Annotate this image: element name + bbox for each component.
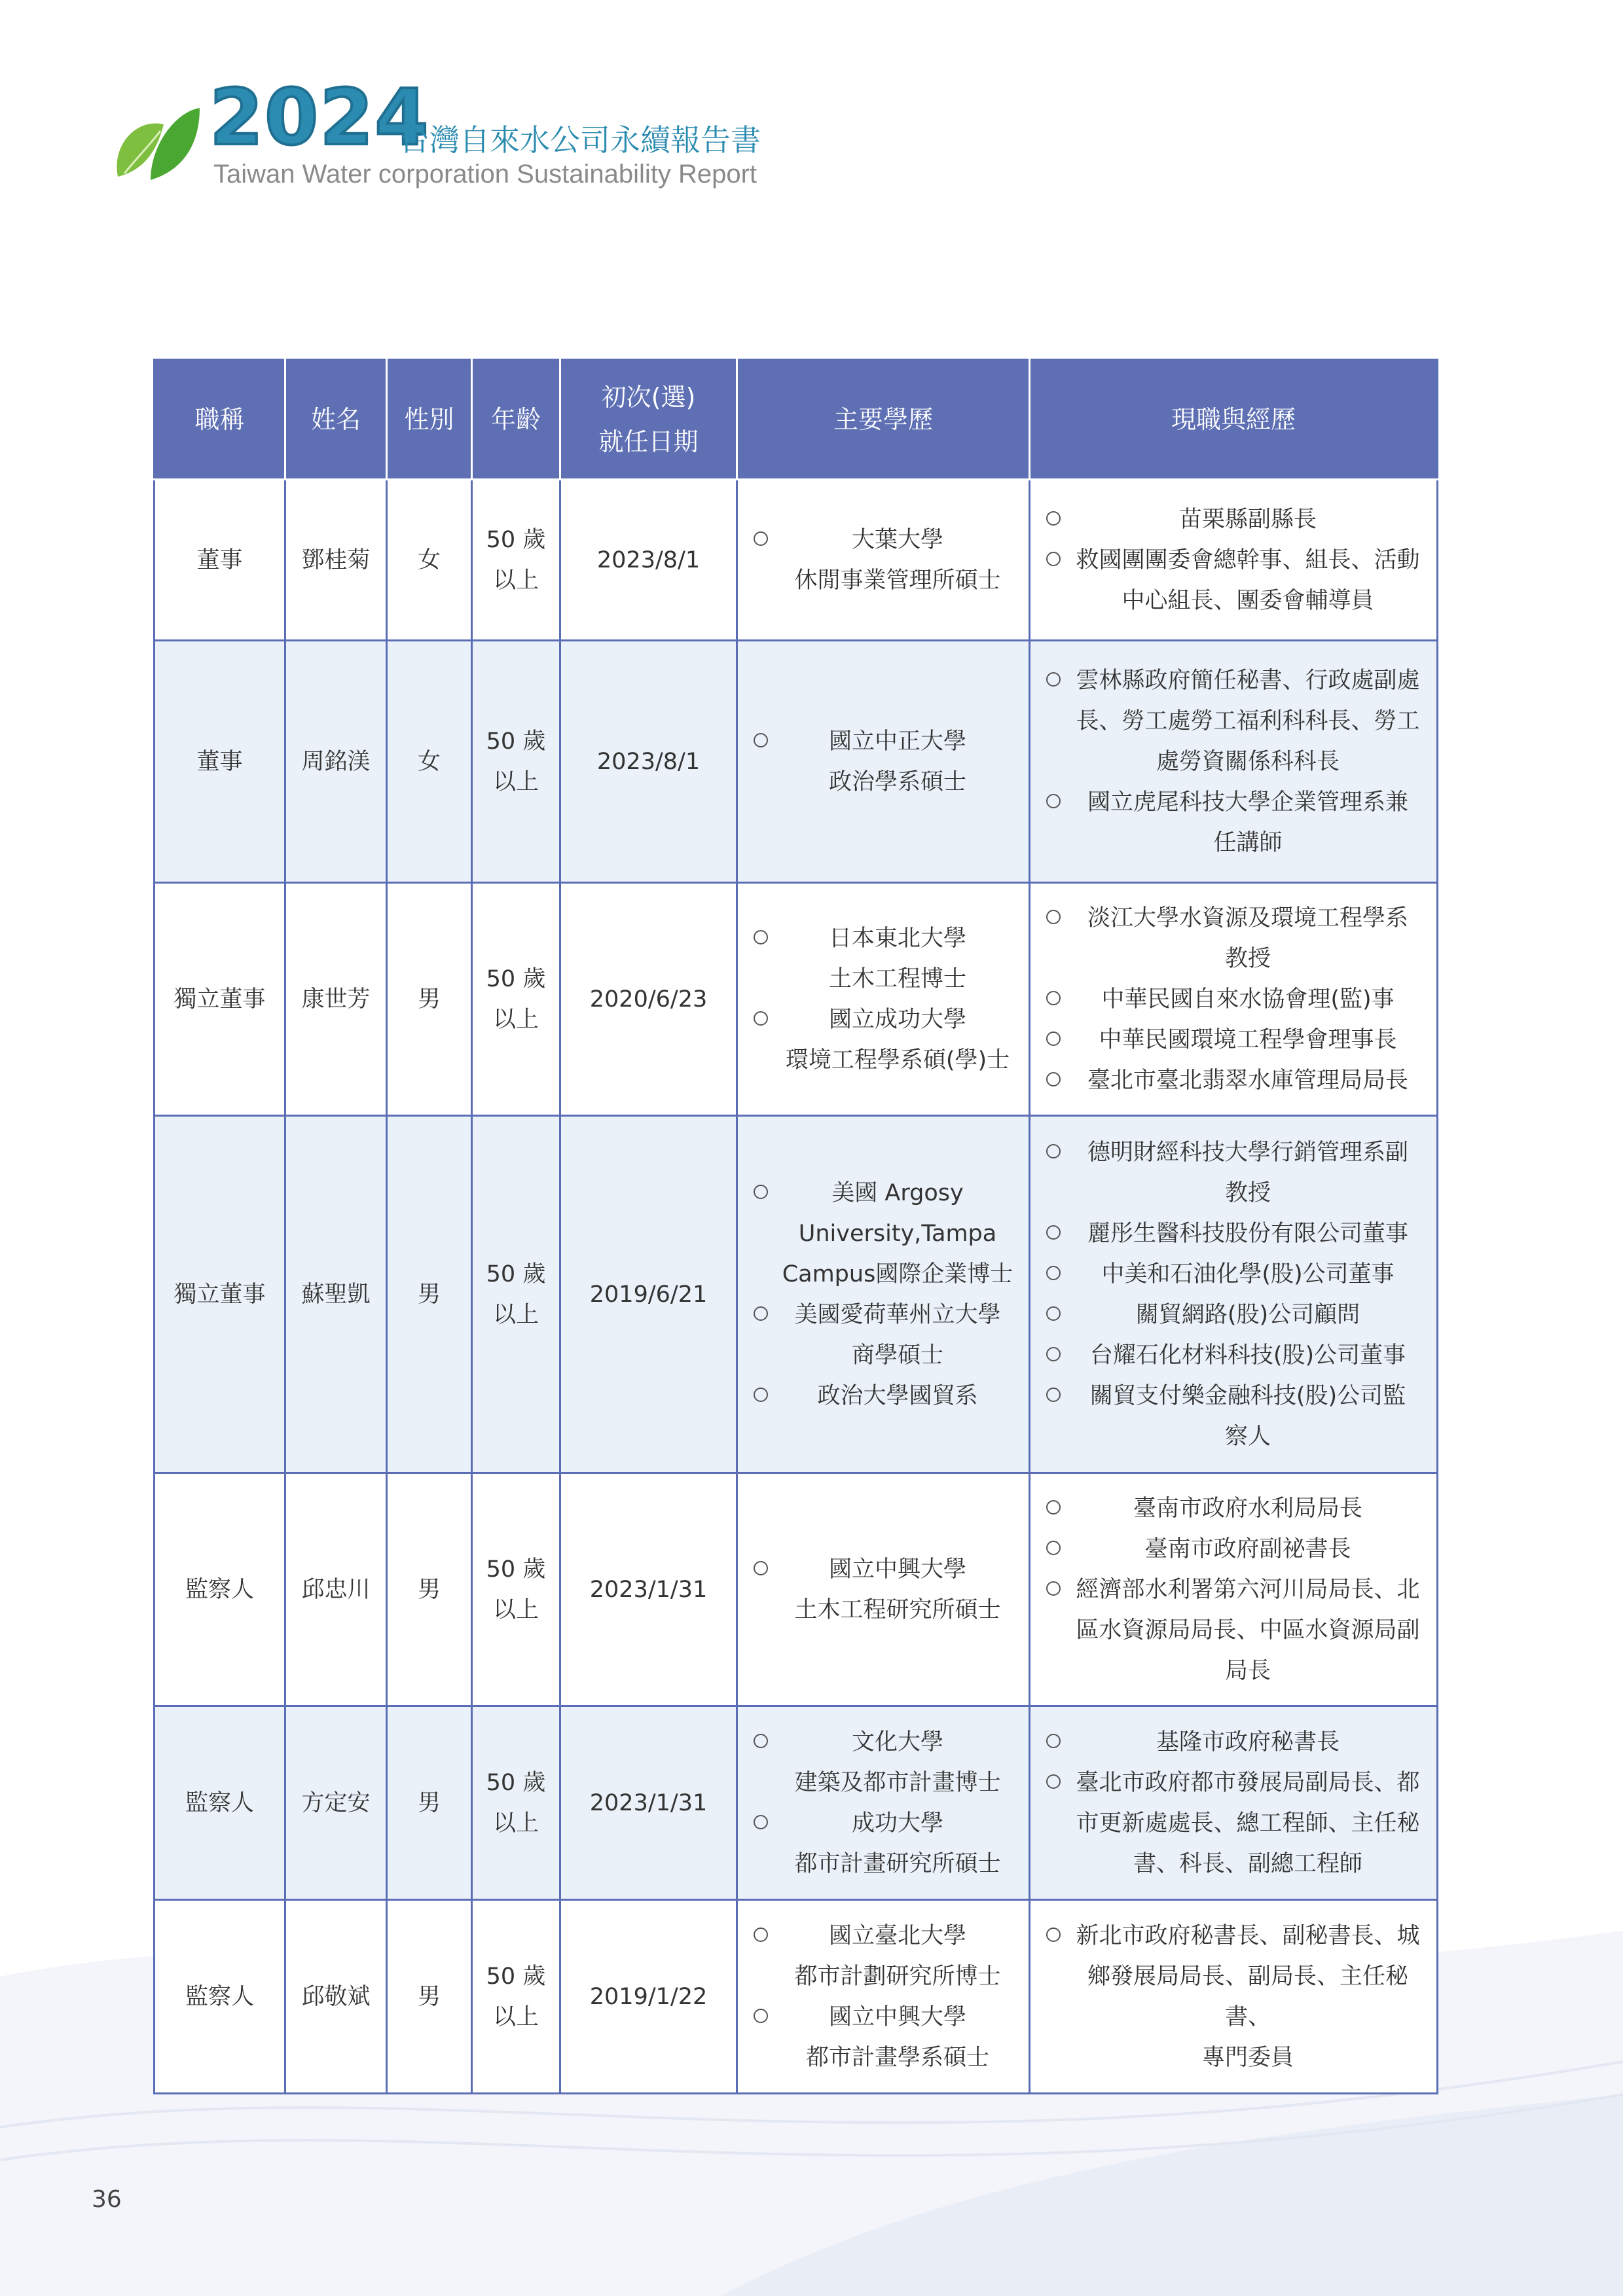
- table-row: [155, 1706, 1438, 1900]
- cell-experience: [1030, 883, 1438, 1116]
- list-item: [754, 1173, 1017, 1295]
- experience-text: 中華民國環境工程學會理事長: [1099, 1026, 1397, 1053]
- list-item: [1046, 979, 1425, 1020]
- list-item: [1046, 1376, 1425, 1457]
- education-text: 美國愛荷華州立大學 商學碩士: [794, 1301, 1001, 1369]
- experience-text: 德明財經科技大學行銷管理系副 教授: [1087, 1139, 1408, 1206]
- cell-title: 董事: [155, 641, 285, 883]
- circle-bullet-icon: [1046, 910, 1061, 924]
- experience-text: 關貿支付樂金融科技(股)公司監 察人: [1089, 1382, 1406, 1450]
- education-text: 政治大學國貿系: [817, 1382, 978, 1409]
- experience-text: 苗栗縣副縣長: [1178, 506, 1317, 533]
- cell-title: 獨立董事: [155, 883, 285, 1116]
- leaf-logo-icon: [111, 98, 203, 183]
- experience-text: 麗彤生醫科技股份有限公司董事: [1087, 1220, 1408, 1247]
- education-text: 國立中正大學 政治學系碩士: [828, 728, 966, 795]
- cell-name: 方定安: [285, 1706, 387, 1900]
- experience-text: 經濟部水利署第六河川局局長、北 區水資源局局長、中區水資源局副 局長: [1076, 1576, 1420, 1684]
- list-item: [1046, 1060, 1425, 1101]
- cell-education: [737, 1116, 1030, 1473]
- list-item: [1046, 499, 1425, 540]
- cell-title: 監察人: [155, 1473, 285, 1706]
- education-text: 成功大學 都市計畫研究所碩士: [794, 1810, 1001, 1877]
- column-header: 職稱: [155, 360, 285, 480]
- cell-age: 50 歲 以上: [472, 1900, 560, 2094]
- experience-text: 國立虎尾科技大學企業管理系兼 任講師: [1087, 789, 1408, 856]
- list-item: [1046, 1132, 1425, 1213]
- circle-bullet-icon: [1046, 1581, 1061, 1596]
- cell-education: [737, 1473, 1030, 1706]
- list-item: [1046, 1763, 1425, 1884]
- cell-name: 邱忠川: [285, 1473, 387, 1706]
- cell-date: 2019/6/21: [560, 1116, 737, 1473]
- circle-bullet-icon: [1046, 552, 1061, 566]
- circle-bullet-icon: [754, 1561, 768, 1575]
- circle-bullet-icon: [1046, 794, 1061, 808]
- experience-text: 臺南市政府副祕書長: [1144, 1535, 1351, 1562]
- circle-bullet-icon: [1046, 1225, 1061, 1240]
- cell-education: [737, 1900, 1030, 2094]
- experience-text: 新北市政府秘書長、副秘書長、城 鄉發展局局長、副局長、主任秘書、 專門委員: [1076, 1922, 1420, 2071]
- board-members-table: [153, 359, 1438, 2094]
- cell-education: [737, 480, 1030, 641]
- list-item: [754, 1803, 1017, 1884]
- cell-date: 2023/8/1: [560, 641, 737, 883]
- cell-name: 邱敬斌: [285, 1900, 387, 2094]
- list-item: [1046, 1488, 1425, 1529]
- cell-date: 2023/8/1: [560, 480, 737, 641]
- cell-education: [737, 1706, 1030, 1900]
- experience-text: 臺北市臺北翡翠水庫管理局局長: [1087, 1067, 1408, 1094]
- list-item: [754, 918, 1017, 999]
- list-item: [1046, 1335, 1425, 1376]
- circle-bullet-icon: [1046, 1541, 1061, 1555]
- list-item: [1046, 1529, 1425, 1570]
- circle-bullet-icon: [754, 1734, 768, 1748]
- table-row: [155, 641, 1438, 883]
- experience-text: 救國團團委會總幹事、組長、活動 中心組長、團委會輔導員: [1076, 547, 1420, 614]
- experience-text: 台耀石化材料科技(股)公司董事: [1089, 1342, 1406, 1369]
- circle-bullet-icon: [1046, 1144, 1061, 1158]
- list-item: [1046, 1916, 1425, 2078]
- report-title-en: Taiwan Water corporation Sustainability Report: [213, 160, 757, 188]
- column-header: 姓名: [285, 360, 387, 480]
- circle-bullet-icon: [754, 1815, 768, 1829]
- cell-experience: [1030, 480, 1438, 641]
- cell-date: 2020/6/23: [560, 883, 737, 1116]
- circle-bullet-icon: [754, 1306, 768, 1321]
- circle-bullet-icon: [1046, 1774, 1061, 1789]
- cell-age: 50 歲 以上: [472, 1706, 560, 1900]
- list-item: [754, 999, 1017, 1081]
- circle-bullet-icon: [1046, 1072, 1061, 1086]
- cell-name: 蘇聖凱: [285, 1116, 387, 1473]
- cell-gender: 女: [387, 641, 472, 883]
- circle-bullet-icon: [754, 930, 768, 944]
- experience-text: 中華民國自來水協會理(監)事: [1101, 986, 1395, 1013]
- cell-education: [737, 883, 1030, 1116]
- cell-education: [737, 641, 1030, 883]
- cell-age: 50 歲 以上: [472, 1473, 560, 1706]
- list-item: [754, 1295, 1017, 1376]
- cell-name: 周銘渼: [285, 641, 387, 883]
- circle-bullet-icon: [1046, 1928, 1061, 1942]
- cell-title: 監察人: [155, 1706, 285, 1900]
- circle-bullet-icon: [754, 2009, 768, 2023]
- education-text: 國立成功大學 環境工程學系碩(學)士: [785, 1006, 1010, 1073]
- circle-bullet-icon: [754, 1388, 768, 1402]
- circle-bullet-icon: [1046, 1031, 1061, 1046]
- cell-name: 康世芳: [285, 883, 387, 1116]
- cell-date: 2019/1/22: [560, 1900, 737, 2094]
- experience-text: 基隆市政府秘書長: [1156, 1729, 1340, 1755]
- education-text: 國立中興大學 土木工程研究所碩士: [794, 1556, 1001, 1623]
- circle-bullet-icon: [1046, 991, 1061, 1005]
- column-header: 現職與經歷: [1030, 360, 1438, 480]
- table-row: [155, 480, 1438, 641]
- cell-gender: 男: [387, 1900, 472, 2094]
- cell-age: 50 歲 以上: [472, 1116, 560, 1473]
- list-item: [1046, 540, 1425, 621]
- list-item: [754, 1997, 1017, 2078]
- education-text: 日本東北大學 土木工程博士: [828, 925, 966, 992]
- list-item: [1046, 1020, 1425, 1060]
- cell-title: 獨立董事: [155, 1116, 285, 1473]
- cell-gender: 男: [387, 1706, 472, 1900]
- list-item: [1046, 898, 1425, 979]
- list-item: [1046, 1254, 1425, 1295]
- experience-text: 關貿網路(股)公司顧問: [1135, 1301, 1360, 1328]
- circle-bullet-icon: [1046, 1500, 1061, 1515]
- list-item: [754, 1722, 1017, 1803]
- circle-bullet-icon: [1046, 1734, 1061, 1748]
- education-text: 大葉大學 休閒事業管理所碩士: [794, 526, 1001, 594]
- experience-text: 雲林縣政府簡任秘書、行政處副處 長、勞工處勞工福利科科長、勞工 處勞資關係科科長: [1076, 667, 1420, 775]
- page-number: 36: [92, 2186, 122, 2213]
- cell-age: 50 歲 以上: [472, 641, 560, 883]
- cell-gender: 男: [387, 1473, 472, 1706]
- cell-name: 鄧桂菊: [285, 480, 387, 641]
- experience-text: 中美和石油化學(股)公司董事: [1101, 1261, 1395, 1287]
- table-row: [155, 1473, 1438, 1706]
- cell-date: 2023/1/31: [560, 1473, 737, 1706]
- list-item: [1046, 660, 1425, 782]
- table-body: [155, 480, 1438, 2094]
- circle-bullet-icon: [754, 1011, 768, 1026]
- cell-gender: 男: [387, 1116, 472, 1473]
- experience-text: 臺南市政府水利局局長: [1133, 1495, 1362, 1522]
- experience-text: 臺北市政府都市發展局副局長、都 市更新處處長、總工程師、主任秘 書、科長、副總工程師: [1076, 1769, 1420, 1877]
- education-text: 文化大學 建築及都市計畫博士: [794, 1729, 1001, 1796]
- table-header-row: [155, 360, 1438, 480]
- table-row: [155, 1116, 1438, 1473]
- list-item: [754, 520, 1017, 601]
- cell-title: 董事: [155, 480, 285, 641]
- list-item: [754, 1916, 1017, 1997]
- cell-title: 監察人: [155, 1900, 285, 2094]
- circle-bullet-icon: [1046, 511, 1061, 526]
- cell-date: 2023/1/31: [560, 1706, 737, 1900]
- cell-experience: [1030, 1706, 1438, 1900]
- circle-bullet-icon: [1046, 1266, 1061, 1280]
- report-year: 2024: [210, 72, 430, 162]
- education-text: 國立中興大學 都市計畫學系碩士: [805, 2003, 989, 2071]
- cell-experience: [1030, 1116, 1438, 1473]
- column-header: 初次(選) 就任日期: [560, 360, 737, 480]
- cell-gender: 男: [387, 883, 472, 1116]
- circle-bullet-icon: [1046, 1388, 1061, 1402]
- report-title-zh: 台灣自來水公司永續報告書: [399, 122, 761, 158]
- cell-gender: 女: [387, 480, 472, 641]
- circle-bullet-icon: [754, 1185, 768, 1199]
- column-header: 年齡: [472, 360, 560, 480]
- circle-bullet-icon: [754, 733, 768, 747]
- circle-bullet-icon: [754, 1928, 768, 1942]
- cell-age: 50 歲 以上: [472, 480, 560, 641]
- circle-bullet-icon: [1046, 672, 1061, 687]
- list-item: [1046, 1722, 1425, 1763]
- list-item: [1046, 782, 1425, 863]
- column-header: 性別: [387, 360, 472, 480]
- education-text: 國立臺北大學 都市計劃研究所博士: [794, 1922, 1001, 1990]
- experience-text: 淡江大學水資源及環境工程學系 教授: [1087, 905, 1408, 972]
- education-text: 美國 Argosy University,Tampa Campus國際企業博士: [782, 1179, 1013, 1287]
- column-header: 主要學歷: [737, 360, 1030, 480]
- circle-bullet-icon: [754, 531, 768, 546]
- circle-bullet-icon: [1046, 1347, 1061, 1361]
- cell-experience: [1030, 1473, 1438, 1706]
- list-item: [754, 721, 1017, 802]
- report-header: [111, 72, 897, 196]
- table-row: [155, 1900, 1438, 2094]
- cell-experience: [1030, 641, 1438, 883]
- list-item: [1046, 1213, 1425, 1254]
- cell-experience: [1030, 1900, 1438, 2094]
- table-row: [155, 883, 1438, 1116]
- cell-age: 50 歲 以上: [472, 883, 560, 1116]
- circle-bullet-icon: [1046, 1306, 1061, 1321]
- list-item: [1046, 1295, 1425, 1335]
- list-item: [754, 1549, 1017, 1630]
- list-item: [1046, 1570, 1425, 1691]
- list-item: [754, 1376, 1017, 1416]
